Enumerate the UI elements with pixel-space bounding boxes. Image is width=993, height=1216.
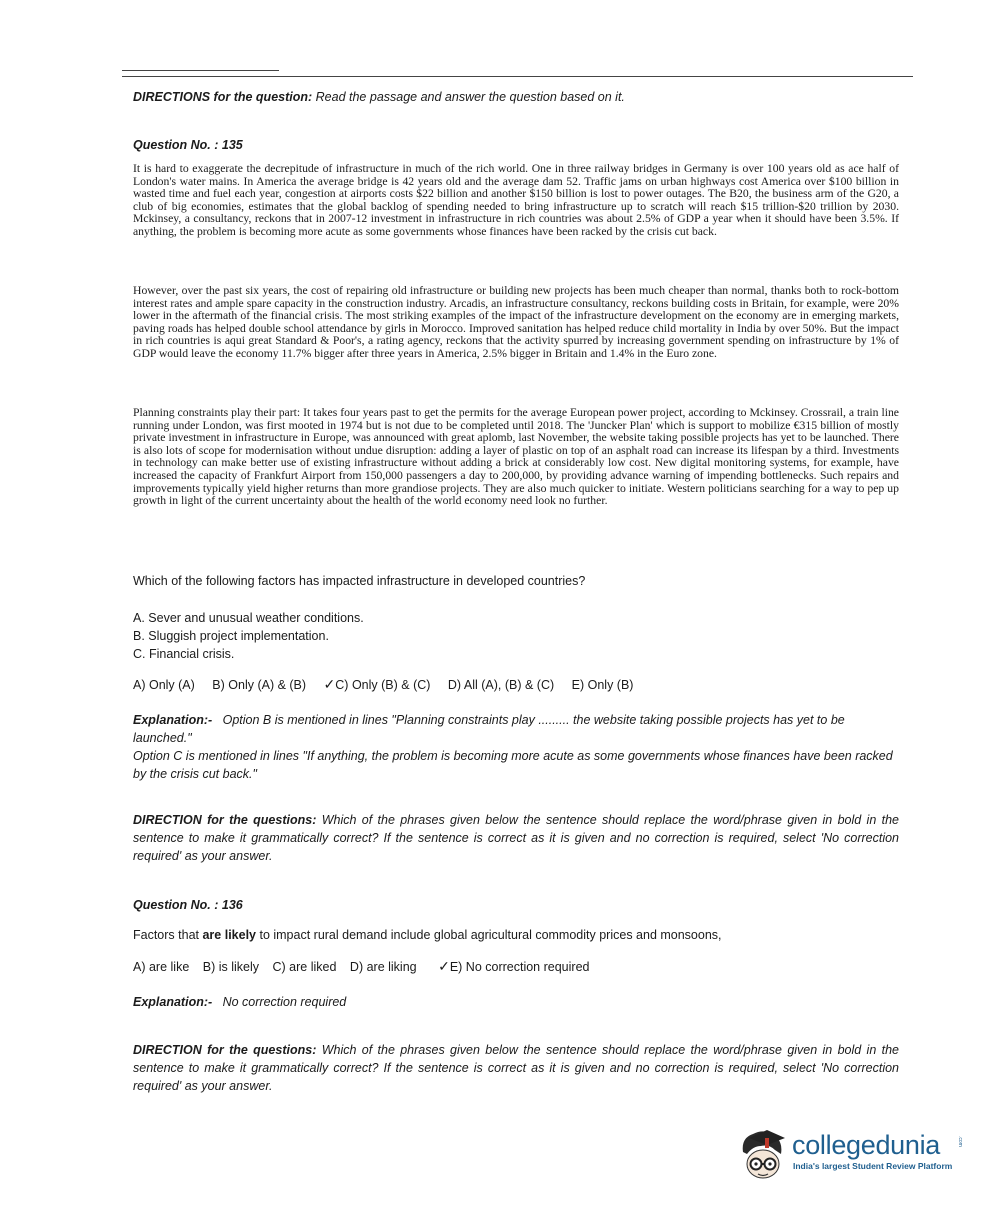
question-136-sentence [133,928,899,942]
option-d[interactable]: D) are liking [349,960,417,974]
directions-text: Which of the phrases given below the sentence should replace the word/phrase given in bold in the sentence to make it grammatically correct? If the sentence is correct as it is given and no correction is required, select 'No correction required' as your answer. [133,1043,899,1093]
explanation-text: No correction required [222,995,347,1009]
mascot-icon [735,1128,795,1188]
directions-label: DIRECTIONS for the question: [133,90,313,104]
logo-tagline: India's largest Student Review Platform [793,1161,953,1171]
explanation-line-1 [133,711,899,747]
option-e-label: E) No correction required [449,960,590,974]
option-c[interactable]: C) are liked [272,960,337,974]
option-e-correct[interactable] [438,960,589,974]
option-e[interactable]: E) Only (B) [571,678,634,692]
checkmark-icon: ✓ [323,676,336,692]
directions-label: DIRECTION for the questions: [133,813,317,827]
answer-options-136 [133,958,603,975]
explanation-136 [133,993,899,1011]
option-c-label: C) Only (B) & (C) [335,678,431,692]
statement-b: B. Sluggish project implementation. [133,629,329,643]
directions-text: Which of the phrases given below the sentence should replace the word/phrase given in bold in the sentence to make it grammatically correct? If the sentence is correct as it is given and no correction is required, select 'No correction required' as your answer. [133,813,899,863]
explanation-text-2: Option C is mentioned in lines "If anything, the problem is becoming more acute as some governments whose finances have been racked by the crisis cut back." [133,749,893,781]
explanation-135 [133,711,899,783]
passage-paragraph-3: Planning constraints play their part: It takes four years past to get the permits for the average European power project, according to Mckinsey. Crossrail, a train line running under London, was first mooted in 1974 but is not due to be completed until 2018. The 'Juncker Plan' which is support to mobilize €315 billion of mostly private investment in infrastructure in Europe, was announced with great aplomb, last November, the website taking possible projects has yet to be launched. There is also lots of scope for modernisation without undue disruption: adding a layer of plastic on top of an asphalt road can increase its lifespan by a third. Investments in technology can make better use of existing infrastructure without adding a brick at considerably low cost. New digital monitoring systems, for example, have increased the capacity of Frankfurt Airport from 150,000 passengers a day to 200,000, by providing advance warning of impending bottlenecks. Such repairs and improvements typically yield higher returns than more grandiose projects. They are also much quicker to initiate. Western politicians searching for a way to pep up growth in light of the current uncertainty about the health of the world economy need look no further. [133,406,899,508]
option-d[interactable]: D) All (A), (B) & (C) [447,678,555,692]
option-b[interactable]: B) is likely [202,960,260,974]
passage-paragraph-1: It is hard to exaggerate the decrepitude of infrastructure in much of the rich world. One in three railway bridges in Germany is over 100 years old as ace half of London's water mains. In America the average bridge is 42 years old and the average dam 52. Traffic jams on urban highways cost America over $100 billion in wasted time and fuel each year, congestion at airports costs $22 billion and another $150 billion is lost to power outages. The B20, the business arm of the G20, a club of big economies, estimates that the global backlog of spending needed to bring infrastructure up to scratch will reach $15 trillion-$20 trillion by 2030. Mckinsey, a consultancy, reckons that in 2007-12 investment in infrastructure in rich countries was about 2.5% of GDP a year when it should have been 3.5%. If anything, the problem is becoming more acute as some governments whose finances have been racked by the crisis cut back. [133,162,899,238]
question-135-text: Which of the following factors has impacted infrastructure in developed countries? [133,574,586,588]
option-a[interactable]: A) Only (A) [133,678,195,692]
option-c-correct[interactable] [324,678,431,692]
logo-brand-text: collegedunia [792,1130,941,1160]
directions-text: Read the passage and answer the question based on it. [315,90,625,104]
checkmark-icon: ✓ [438,958,450,974]
sentence-bold-phrase: are likely [202,928,256,942]
directions-label: DIRECTION for the questions: [133,1043,317,1057]
passage-paragraph-2: However, over the past six years, the cost of repairing old infrastructure or building new projects has been much cheaper than normal, thanks both to rock-bottom interest rates and ample spare capacity in the construction industry. Arcadis, an infrastructure consultancy, reckons building costs in Britain, for example, were 20% lower in the aftermath of the financial crisis. The most striking examples of the impact of the infrastructure development on the economy are in emerging markets, paving roads has helped double school attendance by girls in Morocco. Improved sanitation has helped reduce child mortality in India by over 50%. But the impact in rich countries is aqui great Standard & Poor's, a rating agency, reckons that the activity spurred by increasing government spending on infrastructure by 1% of GDP would leave the economy 11.7% bigger after three years in America, 2.5% bigger in Britain and 1.4% in the Euro zone. [133,284,899,360]
header-rule-short [122,70,279,71]
logo-domain-suffix: .com [957,1136,963,1147]
sentence-part-after: to impact rural demand include global agricultural commodity prices and monsoons, [256,928,722,942]
question-number-136: Question No. : 136 [133,898,243,912]
option-a[interactable]: A) are like [133,960,190,974]
sentence-part-before: Factors that [133,928,203,942]
explanation-text-1: Option B is mentioned in lines "Planning constraints play ......... the website taking possible projects has yet to be launched." [133,713,845,745]
collegedunia-logo [735,1128,965,1188]
explanation-label: Explanation:- [133,995,213,1009]
statement-c: C. Financial crisis. [133,647,235,661]
explanation-label: Explanation:- [133,713,213,727]
statement-list [133,609,899,663]
header-rule-long [122,76,913,77]
directions-grammar-2 [133,1041,899,1095]
answer-options-135 [133,676,647,693]
statement-a: A. Sever and unusual weather conditions. [133,611,364,625]
directions-grammar-1 [133,811,899,865]
option-b[interactable]: B) Only (A) & (B) [212,678,307,692]
directions-reading [133,88,899,106]
question-number-135: Question No. : 135 [133,138,243,152]
